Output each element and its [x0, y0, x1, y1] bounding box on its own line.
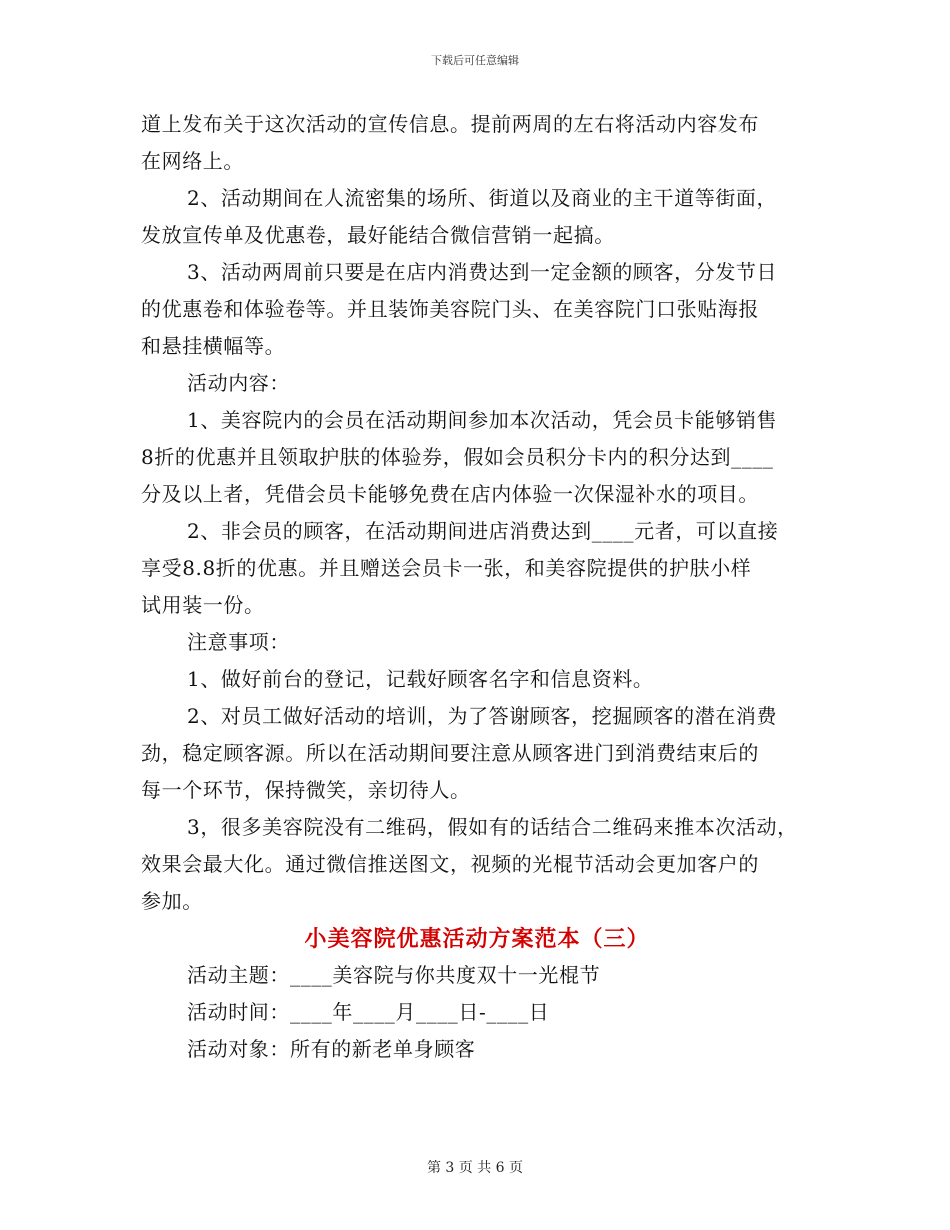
- body-paragraphs: [141, 110, 813, 915]
- body-text-line: 劲，稳定顾客源。所以在活动期间要注意从顾客进门到消费结束后的: [141, 741, 759, 765]
- body-text-line: 享受8.8折的优惠。并且赠送会员卡一张，和美容院提供的护肤小样: [141, 556, 752, 580]
- body-text-line: 在网络上。: [141, 149, 244, 173]
- body-text-line: 和悬挂横幅等。: [141, 334, 286, 358]
- body-text-line: 2、活动期间在人流密集的场所、街道以及商业的主干道等街面，: [187, 186, 778, 210]
- body-text-line: 每一个环节，保持微笑，亲切待人。: [141, 778, 471, 802]
- body-text-line: 发放宣传单及优惠卷，最好能结合微信营销一起搞。: [141, 223, 615, 247]
- body-text-line: 分及以上者，凭借会员卡能够免费在店内体验一次保湿补水的项目。: [141, 482, 759, 506]
- body-text-line: 参加。: [141, 889, 203, 913]
- section-title: 小美容院优惠活动方案范本（三）: [304, 926, 650, 952]
- document-body: [141, 110, 813, 1072]
- body-text-line: 试用装一份。: [141, 593, 265, 617]
- body-text-line: 3、活动两周前只要是在店内消费达到一定金额的顾客，分发节日: [187, 260, 778, 284]
- body-text-line: 注意事项：: [187, 630, 290, 654]
- body-text-line: 8折的优惠并且领取护肤的体验券，假如会员积分卡内的积分达到____: [141, 445, 774, 469]
- page-footer: 第 3 页 共 6 页: [426, 1160, 524, 1176]
- detail-line: 活动主题：____美容院与你共度双十一光棍节: [187, 963, 601, 987]
- body-text-line: 道上发布关于这次活动的宣传信息。提前两周的左右将活动内容发布: [141, 112, 759, 136]
- page-header: 下载后可任意编辑: [431, 54, 519, 67]
- body-text-line: 2、对员工做好活动的培训，为了答谢顾客，挖掘顾客的潜在消费: [187, 704, 778, 728]
- body-text-line: 2、非会员的顾客，在活动期间进店消费达到____元者，可以直接: [187, 519, 779, 543]
- detail-line: 活动时间：____年____月____日-____日: [187, 1000, 550, 1024]
- body-text-line: 的优惠卷和体验卷等。并且装饰美容院门头、在美容院门口张贴海报: [141, 297, 759, 321]
- body-text-line: 活动内容：: [187, 371, 290, 395]
- detail-line: 活动对象：所有的新老单身顾客: [187, 1037, 476, 1061]
- activity-details: [141, 961, 813, 1063]
- body-text-line: 效果会最大化。通过微信推送图文，视频的光棍节活动会更加客户的: [141, 852, 759, 876]
- body-text-line: 3，很多美容院没有二维码，假如有的话结合二维码来推本次活动，: [187, 815, 798, 839]
- body-text-line: 1、美容院内的会员在活动期间参加本次活动，凭会员卡能够销售: [187, 408, 778, 432]
- body-text-line: 1、做好前台的登记，记载好顾客名字和信息资料。: [187, 667, 654, 691]
